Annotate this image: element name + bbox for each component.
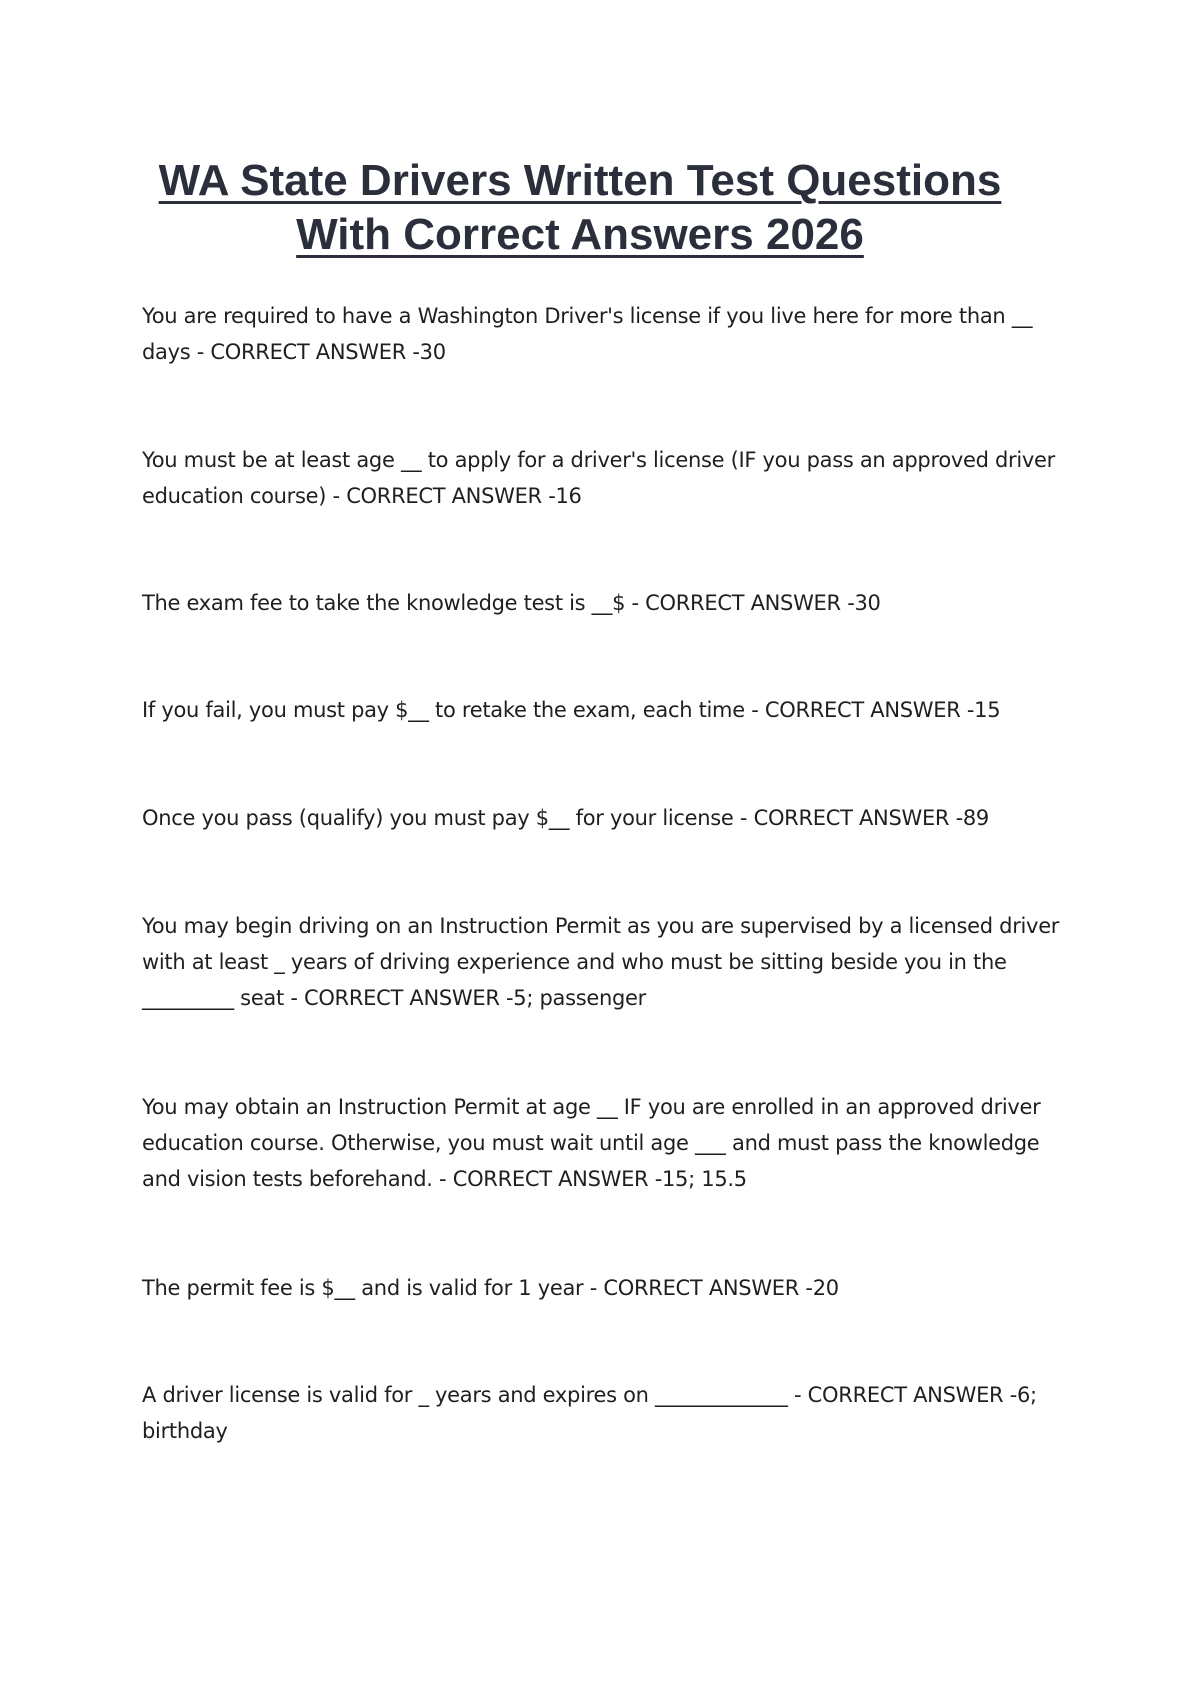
question-answer-item: You are required to have a Washington Driver's license if you live here for more than __ days - CORRECT ANSWER -30 xyxy=(142,304,1033,364)
question-answer-item: You may begin driving on an Instruction Permit as you are supervised by a licensed driver with at least _ years of driving experience and who must be sitting beside you in the _________ seat - CORRECT ANSWER -5; passenger xyxy=(142,914,1060,1010)
question-answer-item: Once you pass (qualify) you must pay $__ for your license - CORRECT ANSWER -89 xyxy=(142,806,989,830)
document-title xyxy=(0,154,1160,262)
document-title-line-2: With Correct Answers 2026 xyxy=(296,210,864,259)
question-answer-item: The permit fee is $__ and is valid for 1 year - CORRECT ANSWER -20 xyxy=(142,1276,839,1300)
question-answer-item: You must be at least age __ to apply for a driver's license (IF you pass an approved driver education course) - CORRECT ANSWER -16 xyxy=(142,448,1055,508)
question-answer-item: A driver license is valid for _ years and expires on _____________ - CORRECT ANSWER -6; birthday xyxy=(142,1383,1037,1443)
document-title-line-1: WA State Drivers Written Test Questions xyxy=(158,156,1002,205)
question-answer-item: The exam fee to take the knowledge test is __$ - CORRECT ANSWER -30 xyxy=(142,591,881,615)
question-answer-item: You may obtain an Instruction Permit at age __ IF you are enrolled in an approved driver education course. Otherwise, you must wait until age ___ and must pass the knowledge and vision tests beforehand. - CORRECT ANSWER -15; 15.5 xyxy=(142,1095,1041,1191)
question-answer-item: If you fail, you must pay $__ to retake the exam, each time - CORRECT ANSWER -15 xyxy=(142,698,1001,722)
